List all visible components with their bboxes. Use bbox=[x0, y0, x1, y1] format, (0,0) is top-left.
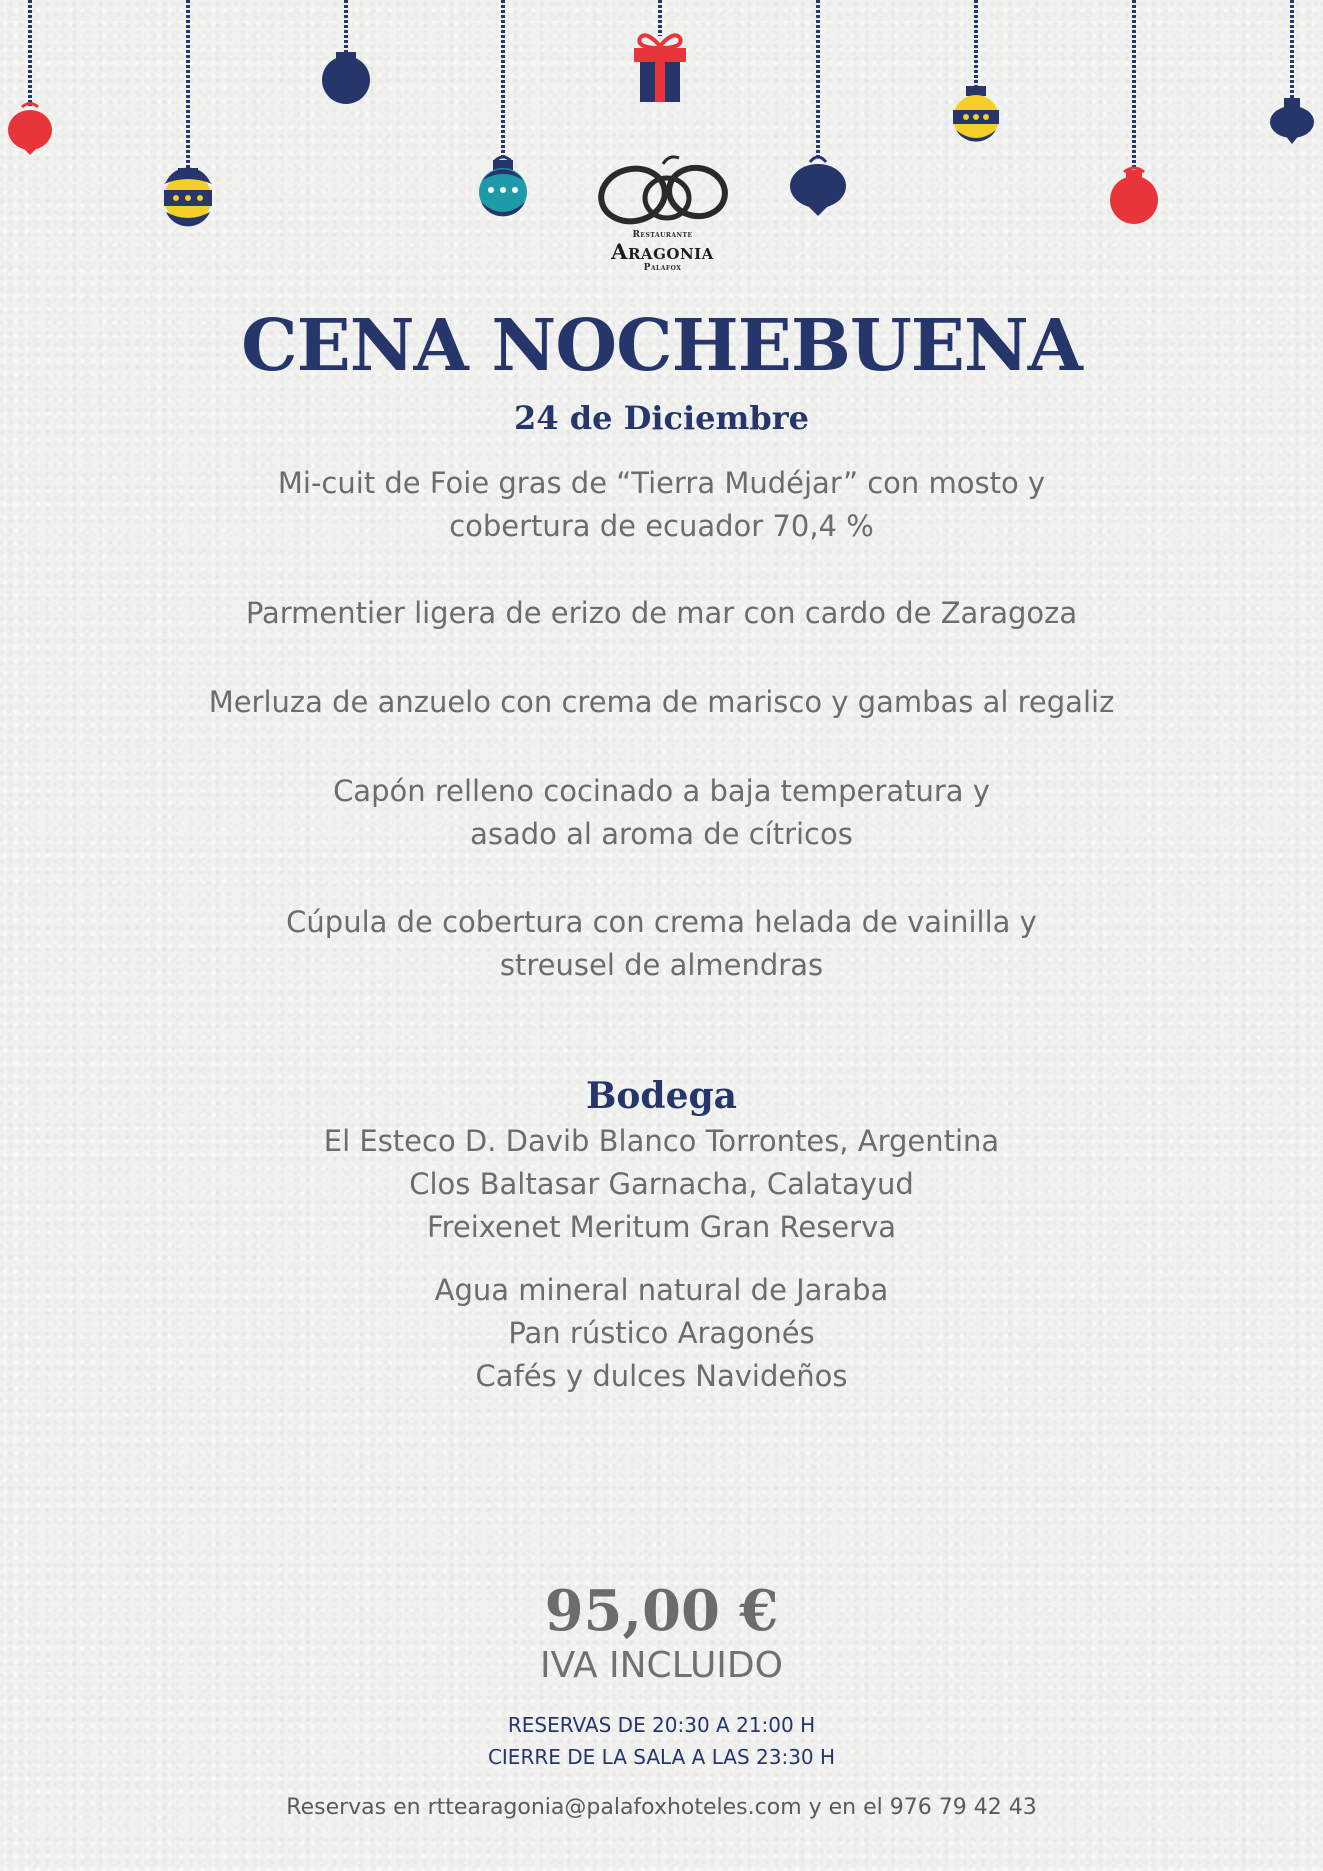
logo-rings-icon bbox=[593, 150, 733, 230]
event-date: 24 de Diciembre bbox=[514, 399, 809, 437]
wine-item: El Esteco D. Davib Blanco Torrontes, Argentina bbox=[323, 1124, 1000, 1158]
menu-course-line: Mi-cuit de Foie gras de “Tierra Mudéjar” con mosto y bbox=[277, 466, 1046, 500]
logo-brand-name: Aragonia bbox=[611, 239, 714, 264]
extra-item: Pan rústico Aragonés bbox=[508, 1316, 815, 1350]
gift-box-icon bbox=[634, 35, 686, 102]
extra-item: Cafés y dulces Navideños bbox=[475, 1359, 848, 1393]
red-bauble-icon bbox=[8, 104, 52, 156]
wine-list bbox=[0, 1120, 1323, 1249]
red-bauble-icon bbox=[1110, 168, 1158, 224]
menu-course-line: Capón relleno cocinado a baja temperatura y bbox=[333, 774, 990, 808]
tax-note: IVA INCLUIDO bbox=[540, 1645, 783, 1686]
menu-course-line: streusel de almendras bbox=[499, 948, 824, 982]
menu-course-line: Merluza de anzuelo con crema de marisco y gambas al regaliz bbox=[208, 685, 1115, 719]
restaurant-logo bbox=[580, 150, 745, 290]
menu-course-line: Parmentier ligera de erizo de mar con cardo de Zaragoza bbox=[245, 596, 1078, 630]
navy-teardrop-icon bbox=[1270, 98, 1314, 144]
logo-subtitle-bottom: Palafox bbox=[643, 263, 682, 273]
teal-bauble-icon bbox=[479, 157, 527, 216]
page-title: CENA NOCHEBUENA bbox=[241, 303, 1082, 387]
hours-line: CIERRE DE LA SALA A LAS 23:30 H bbox=[487, 1745, 836, 1769]
menu-course bbox=[0, 901, 1323, 987]
hours-line: RESERVAS DE 20:30 A 21:00 H bbox=[507, 1713, 816, 1737]
navy-teardrop-icon bbox=[790, 157, 846, 216]
contact-info: Reservas en rttearagonia@palafoxhoteles.com y en el 976 79 42 43 bbox=[286, 1795, 1037, 1820]
extras-list bbox=[0, 1269, 1323, 1398]
yellow-bauble-icon bbox=[953, 86, 999, 142]
navy-bauble-icon bbox=[322, 52, 370, 104]
wine-item: Freixenet Meritum Gran Reserva bbox=[427, 1210, 896, 1244]
extra-item: Agua mineral natural de Jaraba bbox=[434, 1273, 889, 1307]
reservation-hours bbox=[0, 1709, 1323, 1773]
wine-item: Clos Baltasar Garnacha, Calatayud bbox=[409, 1167, 914, 1201]
logo-subtitle-top: Restaurante bbox=[632, 230, 693, 240]
menu-course-line: cobertura de ecuador 70,4 % bbox=[449, 509, 874, 543]
menu-course bbox=[0, 592, 1323, 635]
bodega-heading: Bodega bbox=[585, 1075, 737, 1117]
yellow-bauble-icon bbox=[164, 168, 212, 227]
menu-course bbox=[0, 770, 1323, 856]
menu-course-line: asado al aroma de cítricos bbox=[470, 817, 853, 851]
menu-price: 95,00 € bbox=[544, 1578, 779, 1644]
menu-course-line: Cúpula de cobertura con crema helada de vainilla y bbox=[286, 905, 1037, 939]
menu-course bbox=[0, 681, 1323, 724]
menu-course bbox=[0, 462, 1323, 548]
